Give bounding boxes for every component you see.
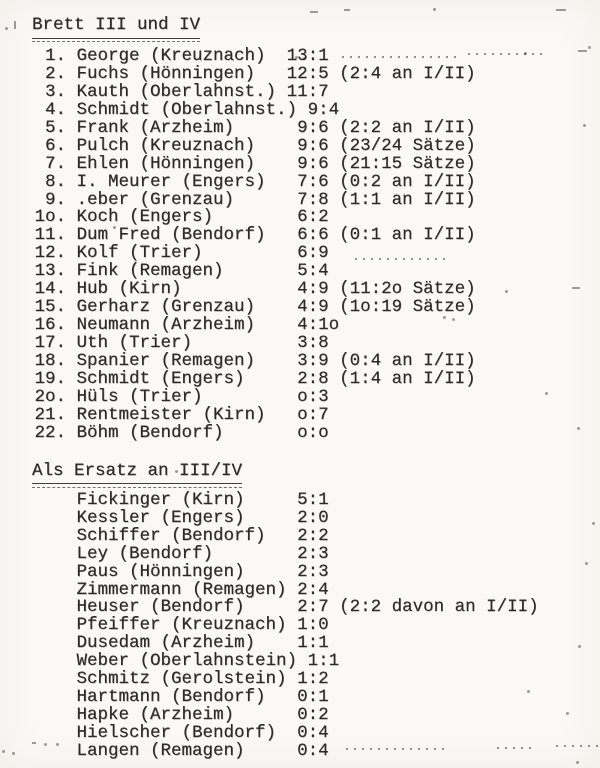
player-name: Hartmann (Bendorf) — [76, 687, 287, 708]
score-note: (0:4 an I/II) — [328, 351, 476, 372]
scan-speck — [578, 645, 581, 648]
player-name: Hielscher (Bendorf) — [76, 723, 287, 744]
scan-speck — [566, 712, 569, 715]
score-value: 2:7 — [286, 597, 329, 618]
score-value: 2:2 — [286, 525, 329, 546]
score-value: o:o — [286, 422, 329, 443]
scan-speck — [452, 318, 455, 321]
score-value: 3:8 — [286, 333, 329, 354]
score-note: (1o:19 Sätze) — [328, 297, 476, 318]
score-value: 1:1 — [307, 651, 340, 672]
score-note: (2:2 davon an I/II) — [328, 597, 539, 618]
scan-speck — [113, 226, 116, 229]
score-value: 1:0 — [297, 615, 329, 636]
score-value: 11:7 — [286, 81, 329, 102]
score-value: 9:4 — [307, 99, 340, 120]
score-value: o:3 — [286, 387, 329, 407]
player-name: Hub (Kirn) — [76, 279, 287, 300]
score-value: 4:9 — [286, 279, 329, 300]
scan-speck — [44, 743, 47, 746]
scan-speck — [12, 752, 15, 755]
score-value: 0:2 — [286, 705, 329, 726]
rank-number: 4. — [24, 99, 77, 120]
score-value: 7:6 — [286, 171, 329, 192]
player-name: Frank (Arzheim) — [76, 117, 287, 138]
score-note: (2:4 an I/II) — [328, 63, 476, 84]
scan-speck — [527, 690, 530, 693]
player-name: .eber (Grenzau) — [76, 189, 287, 210]
scan-speck — [355, 258, 450, 260]
score-note: (1:1 an I/II) — [328, 189, 476, 210]
player-name: Uth (Trier) — [76, 333, 287, 354]
rank-number: 1. — [24, 45, 77, 66]
score-value: 12:5 — [286, 63, 329, 84]
scan-speck — [468, 53, 543, 55]
score-value: 7:8 — [286, 189, 329, 210]
score-value: 13:1 — [286, 45, 329, 66]
scan-speck — [576, 761, 579, 764]
ranking-list — [24, 45, 600, 443]
score-note: (11:2o Sätze) — [328, 279, 476, 300]
rank-number: 6. — [24, 135, 77, 156]
player-name: Gerharz (Grenzau) — [76, 297, 287, 318]
player-name: Zimmermann (Remagen) — [76, 579, 298, 600]
score-value: 5:1 — [286, 489, 329, 510]
scan-speck — [505, 290, 508, 293]
scan-speck — [303, 57, 306, 60]
score-note: (23/24 Sätze) — [328, 135, 476, 156]
rank-number: 21. — [24, 404, 77, 425]
scan-speck — [344, 9, 350, 11]
player-name: Schmidt (Oberlahnst.) — [76, 99, 308, 120]
score-note: (0:1 an I/II) — [328, 225, 476, 246]
scan-speck — [2, 750, 5, 753]
substitute-list — [24, 489, 600, 762]
player-name: Fickinger (Kirn) — [76, 489, 287, 510]
player-name: Weber (Oberlahnstein) — [76, 651, 308, 672]
score-value: 3:9 — [286, 351, 329, 372]
rank-number: 17. — [24, 333, 77, 354]
score-value: 5:4 — [286, 261, 329, 282]
player-name: Paus (Hönningen) — [76, 561, 287, 582]
scan-speck — [545, 392, 548, 395]
scan-speck — [556, 745, 598, 747]
rank-number: 3. — [24, 81, 77, 102]
player-name: Kessler (Engers) — [76, 507, 287, 528]
scan-speck — [56, 743, 59, 746]
scan-speck — [443, 316, 446, 319]
scan-speck — [572, 287, 580, 289]
score-value: 6:9 — [286, 243, 329, 264]
scan-speck — [346, 748, 446, 750]
section-heading-text: Als Ersatz an III/IV — [32, 460, 242, 488]
list-item — [24, 422, 600, 443]
score-value: 2:3 — [286, 543, 329, 564]
section-heading-text: Brett III und IV — [32, 14, 200, 42]
scan-speck — [578, 50, 587, 52]
score-value: 1:1 — [286, 633, 329, 654]
rank-number: 13. — [24, 261, 77, 282]
score-value: 0:4 — [286, 741, 329, 762]
player-name: Ehlen (Hönningen) — [76, 153, 287, 174]
rank-number: 8. — [24, 171, 77, 192]
player-name: Schmitz (Gerolstein) — [76, 669, 298, 690]
rank-number: 1o. — [24, 207, 77, 228]
score-value: 9:6 — [286, 117, 329, 138]
score-value: 9:6 — [286, 135, 329, 156]
scan-speck — [592, 522, 595, 525]
scan-speck — [295, 56, 298, 59]
player-name: Langen (Remagen) — [76, 741, 287, 762]
scan-speck — [583, 124, 586, 127]
scan-speck — [175, 470, 178, 473]
score-value: 0:4 — [286, 723, 329, 744]
player-name: Pfeiffer (Kreuznach) — [76, 615, 298, 636]
score-value: 6:2 — [286, 207, 329, 228]
rank-number: 2o. — [24, 387, 77, 407]
rank-number: 12. — [24, 243, 77, 264]
rank-number — [24, 741, 77, 761]
scan-speck — [14, 21, 16, 29]
section-heading — [32, 460, 600, 488]
player-name: Pulch (Kreuznach) — [76, 135, 287, 156]
rank-number: 15. — [24, 297, 77, 318]
scan-speck — [524, 52, 527, 55]
section-ersatz-iii-iv — [24, 460, 600, 761]
scan-speck — [588, 46, 591, 49]
player-name: Fink (Remagen) — [76, 261, 287, 282]
player-name: Spanier (Remagen) — [76, 351, 287, 372]
rank-number: 5. — [24, 117, 77, 138]
player-name: Kauth (Oberlahnst.) — [76, 81, 287, 102]
player-name: Ley (Bendorf) — [76, 543, 287, 564]
rank-number: 9. — [24, 189, 77, 210]
scan-speck — [32, 742, 36, 744]
rank-number: 2. — [24, 63, 77, 84]
rank-number: 7. — [24, 153, 77, 174]
score-value: 0:1 — [286, 687, 329, 708]
score-value: 4:1o — [286, 315, 340, 336]
rank-number: 14. — [24, 279, 77, 300]
player-name: Dusedam (Arzheim) — [76, 633, 287, 654]
score-value: 2:8 — [286, 369, 329, 390]
scan-speck — [497, 747, 532, 749]
score-value: 1:2 — [297, 669, 329, 690]
score-value: 2:4 — [297, 579, 329, 600]
score-note: (0:2 an I/II) — [328, 171, 476, 192]
score-value: 9:6 — [286, 153, 329, 174]
scan-speck — [585, 562, 588, 565]
rank-number: 11. — [24, 225, 77, 246]
scan-speck — [577, 427, 580, 430]
list-item — [24, 743, 600, 761]
player-name: Rentmeister (Kirn) — [76, 404, 287, 425]
player-name: Neumann (Arzheim) — [76, 315, 287, 336]
scan-speck — [556, 9, 566, 11]
scan-speck — [342, 56, 457, 58]
scan-speck — [433, 8, 436, 11]
player-name: Fuchs (Hönningen) — [76, 63, 287, 84]
player-name: Hüls (Trier) — [76, 387, 287, 407]
player-name: Hapke (Arzheim) — [76, 705, 287, 726]
player-name: Heuser (Bendorf) — [76, 597, 287, 618]
score-value: 6:6 — [286, 225, 329, 246]
section-brett-iii-iv — [24, 14, 600, 443]
player-name: George (Kreuznach) — [76, 45, 287, 66]
scan-speck — [5, 27, 8, 30]
player-name: Schiffer (Bendorf) — [76, 525, 287, 546]
score-value: o:7 — [286, 404, 329, 425]
player-name: Böhm (Bendorf) — [76, 422, 287, 443]
score-value: 2:0 — [286, 507, 329, 528]
score-value: 2:3 — [286, 561, 329, 582]
player-name: Kolf (Trier) — [76, 243, 287, 264]
rank-number: 18. — [24, 351, 77, 372]
rank-number: 22. — [24, 422, 77, 443]
player-name: Dum Fred (Bendorf) — [76, 225, 287, 246]
player-name: Schmidt (Engers) — [76, 369, 287, 390]
scan-speck — [310, 11, 318, 13]
rank-number: 19. — [24, 369, 77, 390]
player-name: Koch (Engers) — [76, 207, 287, 228]
score-value: 4:9 — [286, 297, 329, 318]
section-heading — [32, 14, 600, 42]
score-note: (2:2 an I/II) — [328, 117, 476, 138]
rank-number: 16. — [24, 315, 77, 336]
player-name: I. Meurer (Engers) — [76, 171, 287, 192]
score-note: (21:15 Sätze) — [328, 153, 476, 174]
score-note: (1:4 an I/II) — [328, 369, 476, 390]
